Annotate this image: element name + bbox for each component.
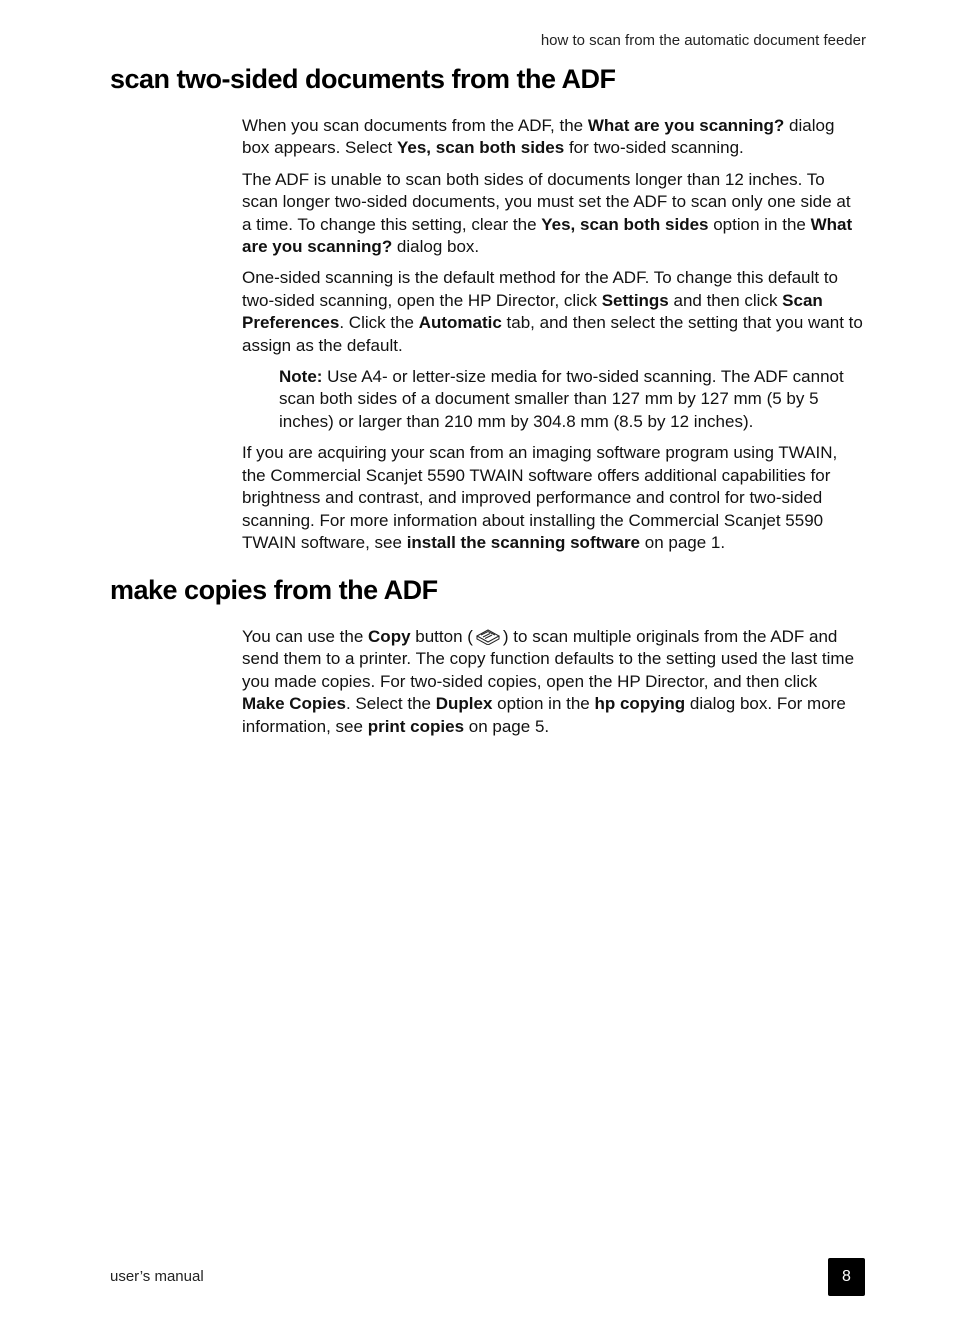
section-body-make-copies (242, 626, 864, 747)
cross-reference: install the scanning software (406, 532, 641, 552)
ui-term: Copy (368, 627, 411, 646)
running-header: how to scan from the automatic document feeder (540, 32, 866, 49)
ui-term: What are you scanning? (242, 214, 853, 257)
paragraph-default-method: One-sided scanning is the default method for the ADF. To change this default to two-sided scanning, open the HP Director, click Settings and then click Scan Preferences. Click the Automatic tab, and then select the setting that you want to assign as the default. (242, 268, 863, 355)
paragraph-twain: If you are acquiring your scan from an imaging software program using TWAIN, the Commercial Scanjet 5590 TWAIN software offers additional capabilities for brightness and contrast, and improved performance and control for two-sided scanning. For more information about installing the Commercial Scanjet 5590 TWAIN software, see install the scanning software on page 1. (242, 443, 838, 552)
paragraph-length-limit: The ADF is unable to scan both sides of documents longer than 12 inches. To scan longer two-sided documents, you must set the ADF to scan only one side at a time. To change this setting, clear the Yes, scan both sides option in the What are you scanning? dialog box. (242, 169, 853, 257)
ui-term: Yes, scan both sides (541, 214, 709, 234)
ui-term: Automatic (418, 313, 502, 333)
ui-term: What are you scanning? (587, 116, 785, 135)
page-number-badge: 8 (828, 1258, 865, 1296)
note-label: Note: (279, 367, 323, 387)
section-title-scan-two-sided: scan two-sided documents from the ADF (110, 64, 616, 94)
copy-button-icon (473, 627, 503, 645)
section-body-scan-two-sided (242, 115, 864, 563)
cross-reference: print copies (367, 716, 465, 736)
ui-term: Scan Preferences (242, 290, 823, 333)
paragraph-what-are-you-scanning: When you scan documents from the ADF, the What are you scanning? dialog box appears. Select Yes, scan both sides for two-sided scanning. (242, 116, 835, 158)
section-title-make-copies: make copies from the ADF (110, 575, 438, 605)
note-media-size: Note: Use A4- or letter-size media for two-sided scanning. The ADF cannot scan both sides of a document smaller than 127 mm by 127 mm (5 by 5 inches) or larger than 210 mm by 304.8 mm (8.5 by 12 inches). (279, 367, 844, 431)
footer-manual-label: user’s manual (110, 1268, 204, 1285)
ui-term: Settings (601, 290, 669, 310)
ui-term: Yes, scan both sides (396, 138, 565, 158)
ui-term: Make Copies (242, 694, 346, 714)
ui-term: Duplex (435, 694, 493, 714)
paragraph-copy-button: You can use the Copy button ( ) to scan multiple originals from the ADF and send them to a printer. The copy function defaults to the setting used the last time you made copies. For two-sided copies, open the HP Director, and then click Make Copies. Select the Duplex option in the hp copying dialog box. For more information, see print copies on page 5. (242, 627, 855, 736)
ui-term: hp copying (594, 694, 686, 714)
